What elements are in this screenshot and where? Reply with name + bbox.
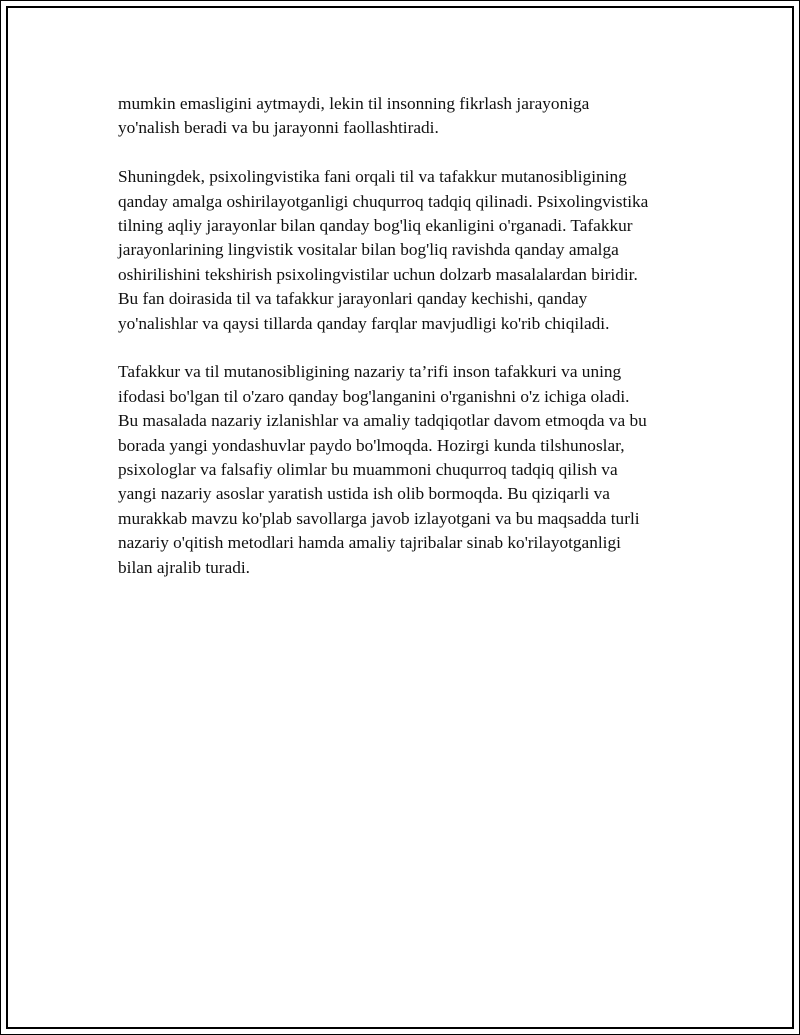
text-line: murakkab mavzu ko'plab savollarga javob izlayotgani va bu maqsadda turli xyxy=(118,508,640,528)
text-line: jarayonlarining lingvistik vositalar bilan bog'liq ravishda qanday amalga xyxy=(118,240,619,260)
paragraph-3 xyxy=(118,360,708,580)
text-line: Tafakkur va til mutanosibligining nazariy ta’rifi inson tafakkuri va uning xyxy=(118,362,622,382)
text-line: mumkin emasligini aytmaydi, lekin til insonning fikrlash jarayoniga xyxy=(118,94,590,113)
text-line: bilan ajralib turadi. xyxy=(118,557,250,577)
document-body xyxy=(118,92,708,604)
text-line: Bu masalada nazariy izlanishlar va amaliy tadqiqotlar davom etmoqda va bu xyxy=(118,411,647,431)
text-line: psixologlar va falsafiy olimlar bu muammoni chuqurroq tadqiq qilish va xyxy=(118,460,618,480)
text-line: tilning aqliy jarayonlar bilan qanday bog'liq ekanligini o'rganadi. Tafakkur xyxy=(118,216,633,236)
text-line: ifodasi bo'lgan til o'zaro qanday bog'langanini o'rganishni o'z ichiga oladi. xyxy=(118,386,630,406)
text-line: borada yangi yondashuvlar paydo bo'lmoqda. Hozirgi kunda tilshunoslar, xyxy=(118,435,625,455)
paragraph-1 xyxy=(118,92,708,141)
text-line: yangi nazariy asoslar yaratish ustida ish olib bormoqda. Bu qiziqarli va xyxy=(118,484,610,504)
text-line: yo'nalish beradi va bu jarayonni faollashtiradi. xyxy=(118,118,439,138)
text-line: yo'nalishlar va qaysi tillarda qanday farqlar mavjudligi ko'rib chiqiladi. xyxy=(118,313,610,333)
text-line: nazariy o'qitish metodlari hamda amaliy tajribalar sinab ko'rilayotganligi xyxy=(118,533,621,553)
text-line: Shuningdek, psixolingvistika fani orqali til va tafakkur mutanosibligining xyxy=(118,167,627,187)
text-line: oshirilishini tekshirish psixolingvistilar uchun dolzarb masalalardan biridir. xyxy=(118,264,638,284)
text-line: Bu fan doirasida til va tafakkur jarayonlari qanday kechishi, qanday xyxy=(118,289,588,309)
paragraph-2 xyxy=(118,165,708,336)
text-line: qanday amalga oshirilayotganligi chuqurroq tadqiq qilinadi. Psixolingvistika xyxy=(118,191,649,211)
